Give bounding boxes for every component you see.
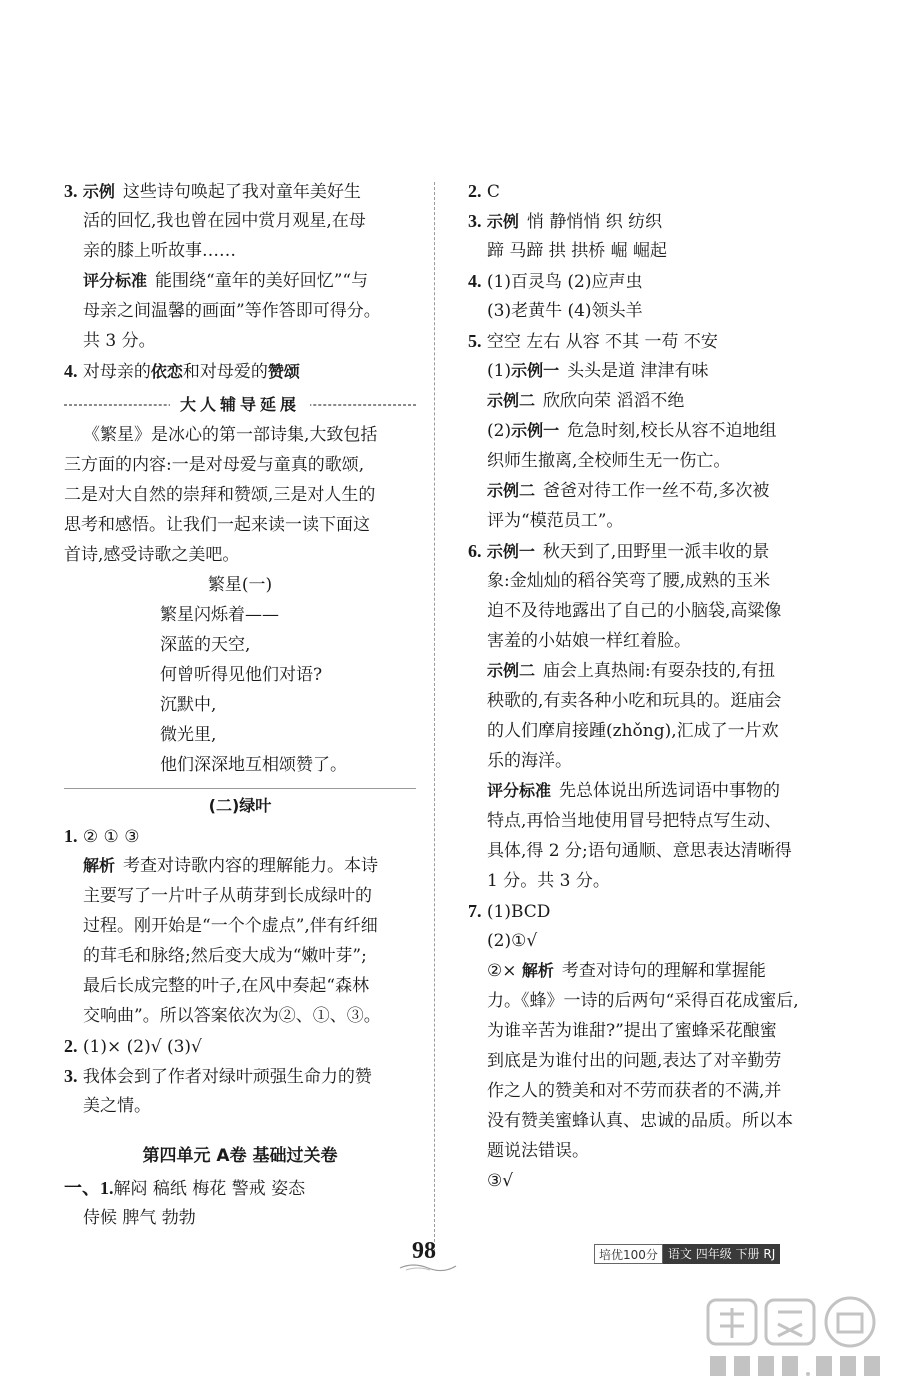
answer-line: 3. 示例 这些诗句唤起了我对童年美好生: [64, 181, 361, 202]
answer-line: 织师生撤离,全校师生无一伤亡。: [487, 451, 731, 471]
answer-line: 活的回忆,我也曾在园中赏月观星,在母: [83, 211, 366, 231]
analysis: ②× 解析 考查对诗句的理解和掌握能: [487, 961, 766, 981]
paragraph-line: 二是对大自然的崇拜和赞颂,三是对人生的: [64, 485, 376, 505]
answer-line: 到底是为谁付出的问题,表达了对辛勤劳: [487, 1051, 782, 1071]
column-divider: [434, 182, 435, 1252]
answer-line: 作之人的赞美和对不劳而获者的不满,并: [487, 1081, 782, 1101]
badge-brand: 培优100分: [594, 1244, 663, 1264]
answer-line: (2)①√: [487, 931, 538, 951]
answer-line: 乐的海洋。: [487, 751, 572, 771]
answer-line: 秧歌的,有卖各种小吃和玩具的。逛庙会: [487, 691, 782, 711]
answer-line: 力。《蜂》一诗的后两句“采得百花成蜜后,: [487, 991, 799, 1011]
analysis: 解析 考查对诗歌内容的理解能力。本诗: [83, 856, 379, 876]
answer-line: 没有赞美蜜蜂认真、忠诚的品质。所以本: [487, 1111, 793, 1131]
scoring-standard: 评分标准 能围绕“童年的美好回忆”“与: [83, 271, 369, 291]
extension-section-header: 大人辅导延展: [64, 404, 416, 406]
page-footer: [0, 1238, 900, 1278]
unit-title: 第四单元 A卷 基础过关卷: [142, 1146, 338, 1166]
left-column: [64, 176, 416, 1233]
answer-line: 4. 对母亲的依恋和对母爱的赞颂: [64, 361, 300, 382]
answer-line: 3. 示例 悄 静悄悄 织 纺织: [468, 211, 663, 232]
paragraph-line: 首诗,感受诗歌之美吧。: [64, 545, 240, 565]
answer-line: 的人们摩肩接踵(zhǒng),汇成了一片欢: [487, 721, 779, 741]
badge-subject: 语文 四年级 下册 RJ: [663, 1244, 780, 1264]
answer-line: 蹄 马蹄 拱 拱桥 崛 崛起: [487, 241, 668, 261]
answer-line: 象:金灿灿的稻谷笑弯了腰,成熟的玉米: [487, 571, 771, 591]
answer-line: 2. (1)× (2)√ (3)√: [64, 1036, 202, 1057]
answer-line: 亲的膝上听故事……: [83, 241, 236, 261]
answer-line: 交响曲”。所以答案依次为②、①、③。: [83, 1006, 381, 1026]
answer-line: 题说法错误。: [487, 1141, 589, 1161]
answer-line: 6. 示例一 秋天到了,田野里一派丰收的景: [468, 541, 770, 562]
answer-line: 害羞的小姑娘一样红着脸。: [487, 631, 691, 651]
answer-line: 4. (1)百灵鸟 (2)应声虫: [468, 271, 643, 292]
poem-title: 繁星(一): [207, 575, 273, 595]
poem-line: 微光里,: [160, 725, 217, 745]
answer-line: 主要写了一片叶子从萌芽到长成绿叶的: [83, 886, 372, 906]
answer-line: 的茸毛和脉络;然后变大成为“嫩叶芽”;: [83, 946, 367, 966]
answer-line: 母亲之间温馨的画面”等作答即可得分。: [83, 301, 381, 321]
answer-line: 特点,再恰当地使用冒号把特点写生动、: [487, 811, 782, 831]
book-series-badge: [594, 1244, 780, 1264]
paragraph-line: 《繁星》是冰心的第一部诗集,大致包括: [83, 425, 378, 445]
answer-line: (2)示例一 危急时刻,校长从容不迫地组: [487, 421, 777, 441]
section-divider: [64, 788, 416, 789]
answer-line: (3)老黄牛 (4)领头羊: [487, 301, 643, 321]
answer-line: 5. 空空 左右 从容 不其 一苟 不安: [468, 331, 718, 352]
answer-line: 示例二 庙会上真热闹:有耍杂技的,有扭: [487, 661, 776, 681]
scoring-standard: 评分标准 先总体说出所选词语中事物的: [487, 781, 781, 801]
answer-line: 侍候 脾气 勃勃: [83, 1208, 196, 1228]
answer-line: 7. (1)BCD: [468, 901, 551, 922]
poem-line: 何曾听得见他们对语?: [160, 665, 323, 685]
answer-line: 迫不及待地露出了自己的小脑袋,高粱像: [487, 601, 782, 621]
answer-line: 1 分。共 3 分。: [487, 871, 610, 891]
page-number: 98: [412, 1238, 436, 1264]
answer-line: 过程。刚开始是“一个个虚点”,伴有纤细: [83, 916, 378, 936]
answer-line: (1)示例一 头头是道 津津有味: [487, 361, 709, 381]
paragraph-line: 三方面的内容:一是对母爱与童真的歌颂,: [64, 455, 365, 475]
right-column: [468, 176, 823, 1196]
answer-line: 共 3 分。: [83, 331, 156, 351]
section-title: (二)绿叶: [208, 796, 272, 815]
answer-line: 具体,得 2 分;语句通顺、意思表达清晰得: [487, 841, 792, 861]
answer-line: 示例二 爸爸对待工作一丝不苟,多次被: [487, 481, 770, 501]
poem-line: 他们深深地互相颂赞了。: [160, 755, 347, 775]
paragraph-line: 思考和感悟。让我们一起来读一读下面这: [64, 515, 370, 535]
answer-line: 1. ② ① ③: [64, 826, 140, 847]
answer-line: 最后长成完整的叶子,在风中奏起“森林: [83, 976, 370, 996]
answer-line: 评为“模范员工”。: [487, 511, 624, 531]
answer-line: 为谁辛苦为谁甜?”提出了蜜蜂采花酿蜜: [487, 1021, 777, 1041]
answer-line: ③√: [487, 1171, 514, 1191]
poem-line: 沉默中,: [160, 695, 217, 715]
poem-line: 繁星闪烁着——: [160, 605, 279, 625]
answer-line: 美之情。: [83, 1096, 151, 1116]
poem-line: 深蓝的天空,: [160, 635, 251, 655]
watermark-logo-icon: [700, 1292, 890, 1388]
answer-line: 2. C: [468, 181, 500, 202]
answer-line: 一、1.解闷 稿纸 梅花 警戒 姿态: [64, 1178, 306, 1199]
answer-line: 示例二 欣欣向荣 滔滔不绝: [487, 391, 685, 411]
page-ornament-icon: [398, 1260, 458, 1274]
answer-line: 3. 我体会到了作者对绿叶顽强生命力的赞: [64, 1066, 372, 1087]
